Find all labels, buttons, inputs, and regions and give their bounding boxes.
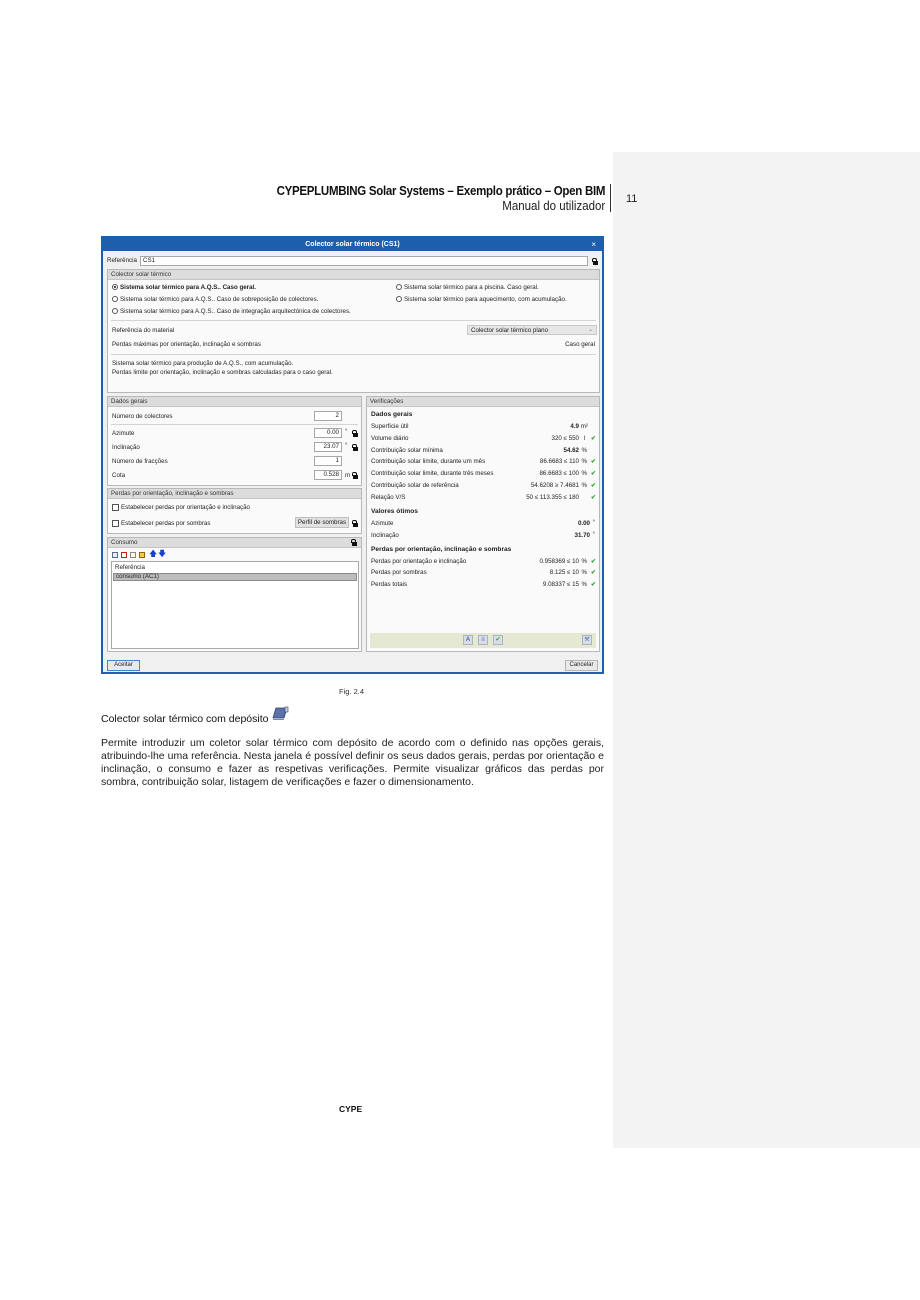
ver-label: Contribuição solar mínima xyxy=(371,447,443,454)
unit: ° xyxy=(345,428,348,435)
consumption-title-text: Consumo xyxy=(111,539,138,546)
verifications-title: Verificações xyxy=(367,397,599,407)
reference-label: Referência xyxy=(107,257,137,264)
option-label: Sistema solar térmico para aquecimento, com acumulação. xyxy=(404,296,567,303)
ver-label: Relação V/S xyxy=(371,494,406,501)
solar-collector-icon xyxy=(272,706,289,721)
sizing-icon[interactable]: ⚒ xyxy=(582,635,592,645)
ver-value: 4.9 xyxy=(570,423,579,430)
figure-caption: Fig. 2.4 xyxy=(339,687,365,696)
ver-label: Inclinação xyxy=(371,532,399,539)
material-value: Colector solar térmico plano xyxy=(471,327,549,334)
section-body: Permite introduzir um coletor solar térmico com depósito de acordo com o definido nas opções gerais, atribuindo-lhe uma referência. Nesta janela é possível definir os seus dados gerais, perdas por orientação e inclinação, o consumo e fazer as respetivas verificações. Permite visualizar gráficos das perdas por sombra, contribuição solar, listagem de verificações e fazer o dimensionamento. xyxy=(101,737,604,788)
field-label: Número de fracções xyxy=(112,458,168,465)
report-icon[interactable]: ≡ xyxy=(478,635,488,645)
check-icon: ✔ xyxy=(590,494,596,501)
material-label: Referência do material xyxy=(112,327,175,334)
divider xyxy=(111,424,358,425)
ver-unit: % xyxy=(581,447,587,454)
fractions-input[interactable]: 1 xyxy=(314,456,342,466)
consumption-list xyxy=(111,561,359,649)
losses-group xyxy=(107,488,362,534)
lock-icon[interactable] xyxy=(353,472,359,479)
check-icon: ✔ xyxy=(590,458,596,465)
general-data-group xyxy=(107,396,362,486)
option-label: Sistema solar térmico para A.Q.S.. Caso geral. xyxy=(120,284,256,291)
field-label: Inclinação xyxy=(112,444,140,451)
divider xyxy=(111,354,596,355)
lock-icon[interactable] xyxy=(353,430,359,437)
general-data-title: Dados gerais xyxy=(108,397,361,407)
elevation-input[interactable]: 0.528 xyxy=(314,470,342,480)
ver-value: 9.08337 ≤ 15 xyxy=(542,581,579,588)
ver-value: 320 ≤ 550 xyxy=(551,435,579,442)
option-label: Sistema solar térmico para A.Q.S.. Caso de sobreposição de colectores. xyxy=(120,296,319,303)
divider xyxy=(111,320,596,321)
section-heading: Dados gerais xyxy=(371,411,413,418)
ver-value: 86.6683 ≤ 110 xyxy=(539,458,579,465)
copy-icon[interactable] xyxy=(130,552,136,558)
check-icon: ✔ xyxy=(590,569,596,576)
chart-icon[interactable]: A xyxy=(463,635,473,645)
radio-aqs-integration[interactable] xyxy=(112,308,118,314)
ver-label: Perdas por sombras xyxy=(371,569,427,576)
ver-value: 8.125 ≤ 10 xyxy=(549,569,579,576)
section-heading: Perdas por orientação, inclinação e sombras xyxy=(371,546,512,553)
losses-group-title: Perdas por orientação, inclinação e sombras xyxy=(108,489,361,499)
ver-label: Azimute xyxy=(371,520,394,527)
ver-unit: % xyxy=(581,569,587,576)
lock-icon[interactable] xyxy=(593,258,599,265)
header-divider xyxy=(610,184,611,212)
field-label: Número de colectores xyxy=(112,413,173,420)
lock-icon[interactable] xyxy=(353,444,359,451)
ver-value: 54.62 xyxy=(563,447,579,454)
check-icon: ✔ xyxy=(590,558,596,565)
consumption-group xyxy=(107,537,362,652)
edit-icon[interactable] xyxy=(139,552,145,558)
radio-aqs-overlap[interactable] xyxy=(112,296,118,302)
ver-label: Contribuição solar de referência xyxy=(371,482,459,489)
checkbox-label: Estabelecer perdas por orientação e inclinação xyxy=(121,504,250,511)
cancel-button[interactable]: Cancelar xyxy=(565,660,598,671)
check-icon: ✔ xyxy=(590,470,596,477)
shadow-profile-button[interactable]: Perfil de sombras xyxy=(295,517,349,528)
ver-label: Volume diário xyxy=(371,435,409,442)
losses-value: Caso geral xyxy=(565,341,595,348)
ver-unit: l xyxy=(583,435,585,442)
page-header xyxy=(248,184,605,213)
checkbox-label: Estabelecer perdas por sombras xyxy=(121,520,211,527)
margin-panel xyxy=(613,152,920,1148)
accept-button[interactable]: Aceitar xyxy=(107,660,140,671)
description-line: Sistema solar térmico para produção de A.Q.S., com acumulação. xyxy=(112,360,294,367)
collector-group xyxy=(107,269,600,393)
dialog-titlebar xyxy=(103,238,602,251)
collector-group-title: Colector solar térmico xyxy=(108,270,599,280)
ver-unit: ° xyxy=(592,531,595,538)
check-icon: ✔ xyxy=(590,435,596,442)
collector-dialog xyxy=(101,236,604,674)
add-icon[interactable] xyxy=(112,552,118,558)
delete-icon[interactable] xyxy=(121,552,127,558)
document-title: CYPEPLUMBING Solar Systems – Exemplo prático – Open BIM xyxy=(276,184,605,198)
option-label: Sistema solar térmico para A.Q.S.. Caso de integração arquitectónica de colectores. xyxy=(120,308,351,315)
consumption-title xyxy=(108,538,361,548)
column-header: Referência xyxy=(115,564,145,571)
reference-input[interactable]: CS1 xyxy=(140,256,588,266)
losses-label: Perdas máximas por orientação, inclinação e sombras xyxy=(112,341,261,348)
description-line: Perdas limite por orientação, inclinação e sombras calculadas para o caso geral. xyxy=(112,369,333,376)
orientation-losses-checkbox[interactable] xyxy=(112,504,119,511)
ver-label: Perdas por orientação e inclinação xyxy=(371,558,467,565)
ver-label: Contribuição solar limite, durante um mês xyxy=(371,458,486,465)
check-icon[interactable]: ✔ xyxy=(493,635,503,645)
ver-value: 50 ≤ 113.355 ≤ 180 xyxy=(526,494,579,501)
move-up-icon[interactable]: 🡅 xyxy=(149,549,158,558)
lock-icon[interactable] xyxy=(353,520,359,527)
ver-unit: % xyxy=(581,558,587,565)
unit: m xyxy=(345,472,351,479)
collectors-count-input[interactable]: 2 xyxy=(314,411,342,421)
radio-heating[interactable] xyxy=(396,296,402,302)
section-title: Colector solar térmico com depósito xyxy=(101,713,269,725)
field-label: Azimute xyxy=(112,430,135,437)
ver-label: Superfície útil xyxy=(371,423,409,430)
shadow-losses-checkbox[interactable] xyxy=(112,520,119,527)
ver-unit: % xyxy=(581,581,587,588)
azimuth-input[interactable]: 0.00 xyxy=(314,428,342,438)
ver-unit: ° xyxy=(592,519,595,526)
move-down-icon[interactable]: 🡇 xyxy=(158,549,167,558)
ver-label: Perdas totais xyxy=(371,581,408,588)
ver-value: 31.70 xyxy=(574,532,590,539)
ver-unit: % xyxy=(581,458,587,465)
ver-label: Contribuição solar limite, durante três meses xyxy=(371,470,494,477)
ver-unit: m² xyxy=(580,423,588,430)
page-footer: CYPE xyxy=(339,1104,363,1114)
material-select[interactable] xyxy=(467,325,597,335)
inclination-input[interactable]: 23.07 xyxy=(314,442,342,452)
verification-toolbar xyxy=(370,633,596,648)
field-label: Cota xyxy=(112,472,126,479)
document-subtitle: Manual do utilizador xyxy=(502,199,605,213)
check-icon: ✔ xyxy=(590,581,596,588)
radio-aqs-general[interactable] xyxy=(112,284,118,290)
ver-unit: % xyxy=(581,470,587,477)
check-icon: ✔ xyxy=(590,482,596,489)
option-label: Sistema solar térmico para a piscina. Caso geral. xyxy=(404,284,539,291)
section-heading: Valores ótimos xyxy=(371,508,418,515)
ver-unit: % xyxy=(581,482,587,489)
ver-value: 0.00 xyxy=(577,520,590,527)
ver-value: 54.6208 ≥ 7.4681 xyxy=(530,482,579,489)
close-icon[interactable]: × xyxy=(591,240,596,249)
lock-icon[interactable] xyxy=(352,539,358,546)
dialog-title: Colector solar térmico (CS1) xyxy=(305,241,400,248)
chevron-down-icon: ⌄ xyxy=(587,327,593,333)
verifications-group xyxy=(366,396,600,652)
list-item[interactable]: consumo (AC1) xyxy=(113,573,357,581)
page-number: 11 xyxy=(626,193,638,205)
unit: ° xyxy=(345,442,348,449)
radio-pool[interactable] xyxy=(396,284,402,290)
ver-value: 0.958369 ≤ 10 xyxy=(539,558,579,565)
ver-value: 86.6683 ≤ 100 xyxy=(539,470,579,477)
